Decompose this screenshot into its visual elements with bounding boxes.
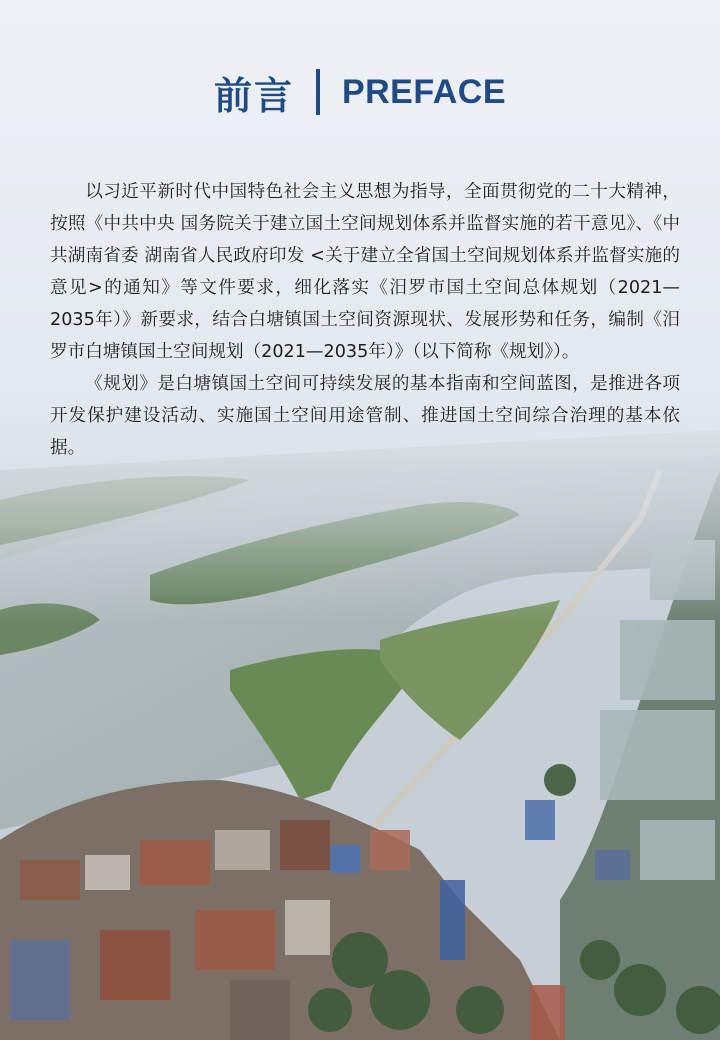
preface-paragraph-2: 《规划》是白塘镇国土空间可持续发展的基本指南和空间蓝图，是推进各项开发保护建设活动、实施国土空间用途管制、推进国土空间综合治理的基本依据。 bbox=[50, 374, 680, 458]
preface-paragraph-1: 以习近平新时代中国特色社会主义思想为指导，全面贯彻党的二十大精神，按照《中共中央 国务院关于建立国土空间规划体系并监督实施的若干意见》、《中共湖南省委 湖南省人民政府印发 <关于建立全省国土空间规划体系并监督实施的意见>的通知》等文件要求，细化落实《汨罗市国土空间总体规划（2021—2035年）》新要求，结合白塘镇国土空间资源现状、发展形势和任务，编制《汨罗市白塘镇国土空间规划（2021—2035年）》（以下简称《规划》）。 bbox=[50, 182, 680, 362]
page-title-english: PREFACE bbox=[341, 72, 507, 111]
title-bar bbox=[0, 62, 720, 122]
title-divider bbox=[316, 69, 320, 115]
page-title-chinese: 前言 bbox=[213, 73, 294, 118]
preface-body bbox=[50, 176, 680, 464]
